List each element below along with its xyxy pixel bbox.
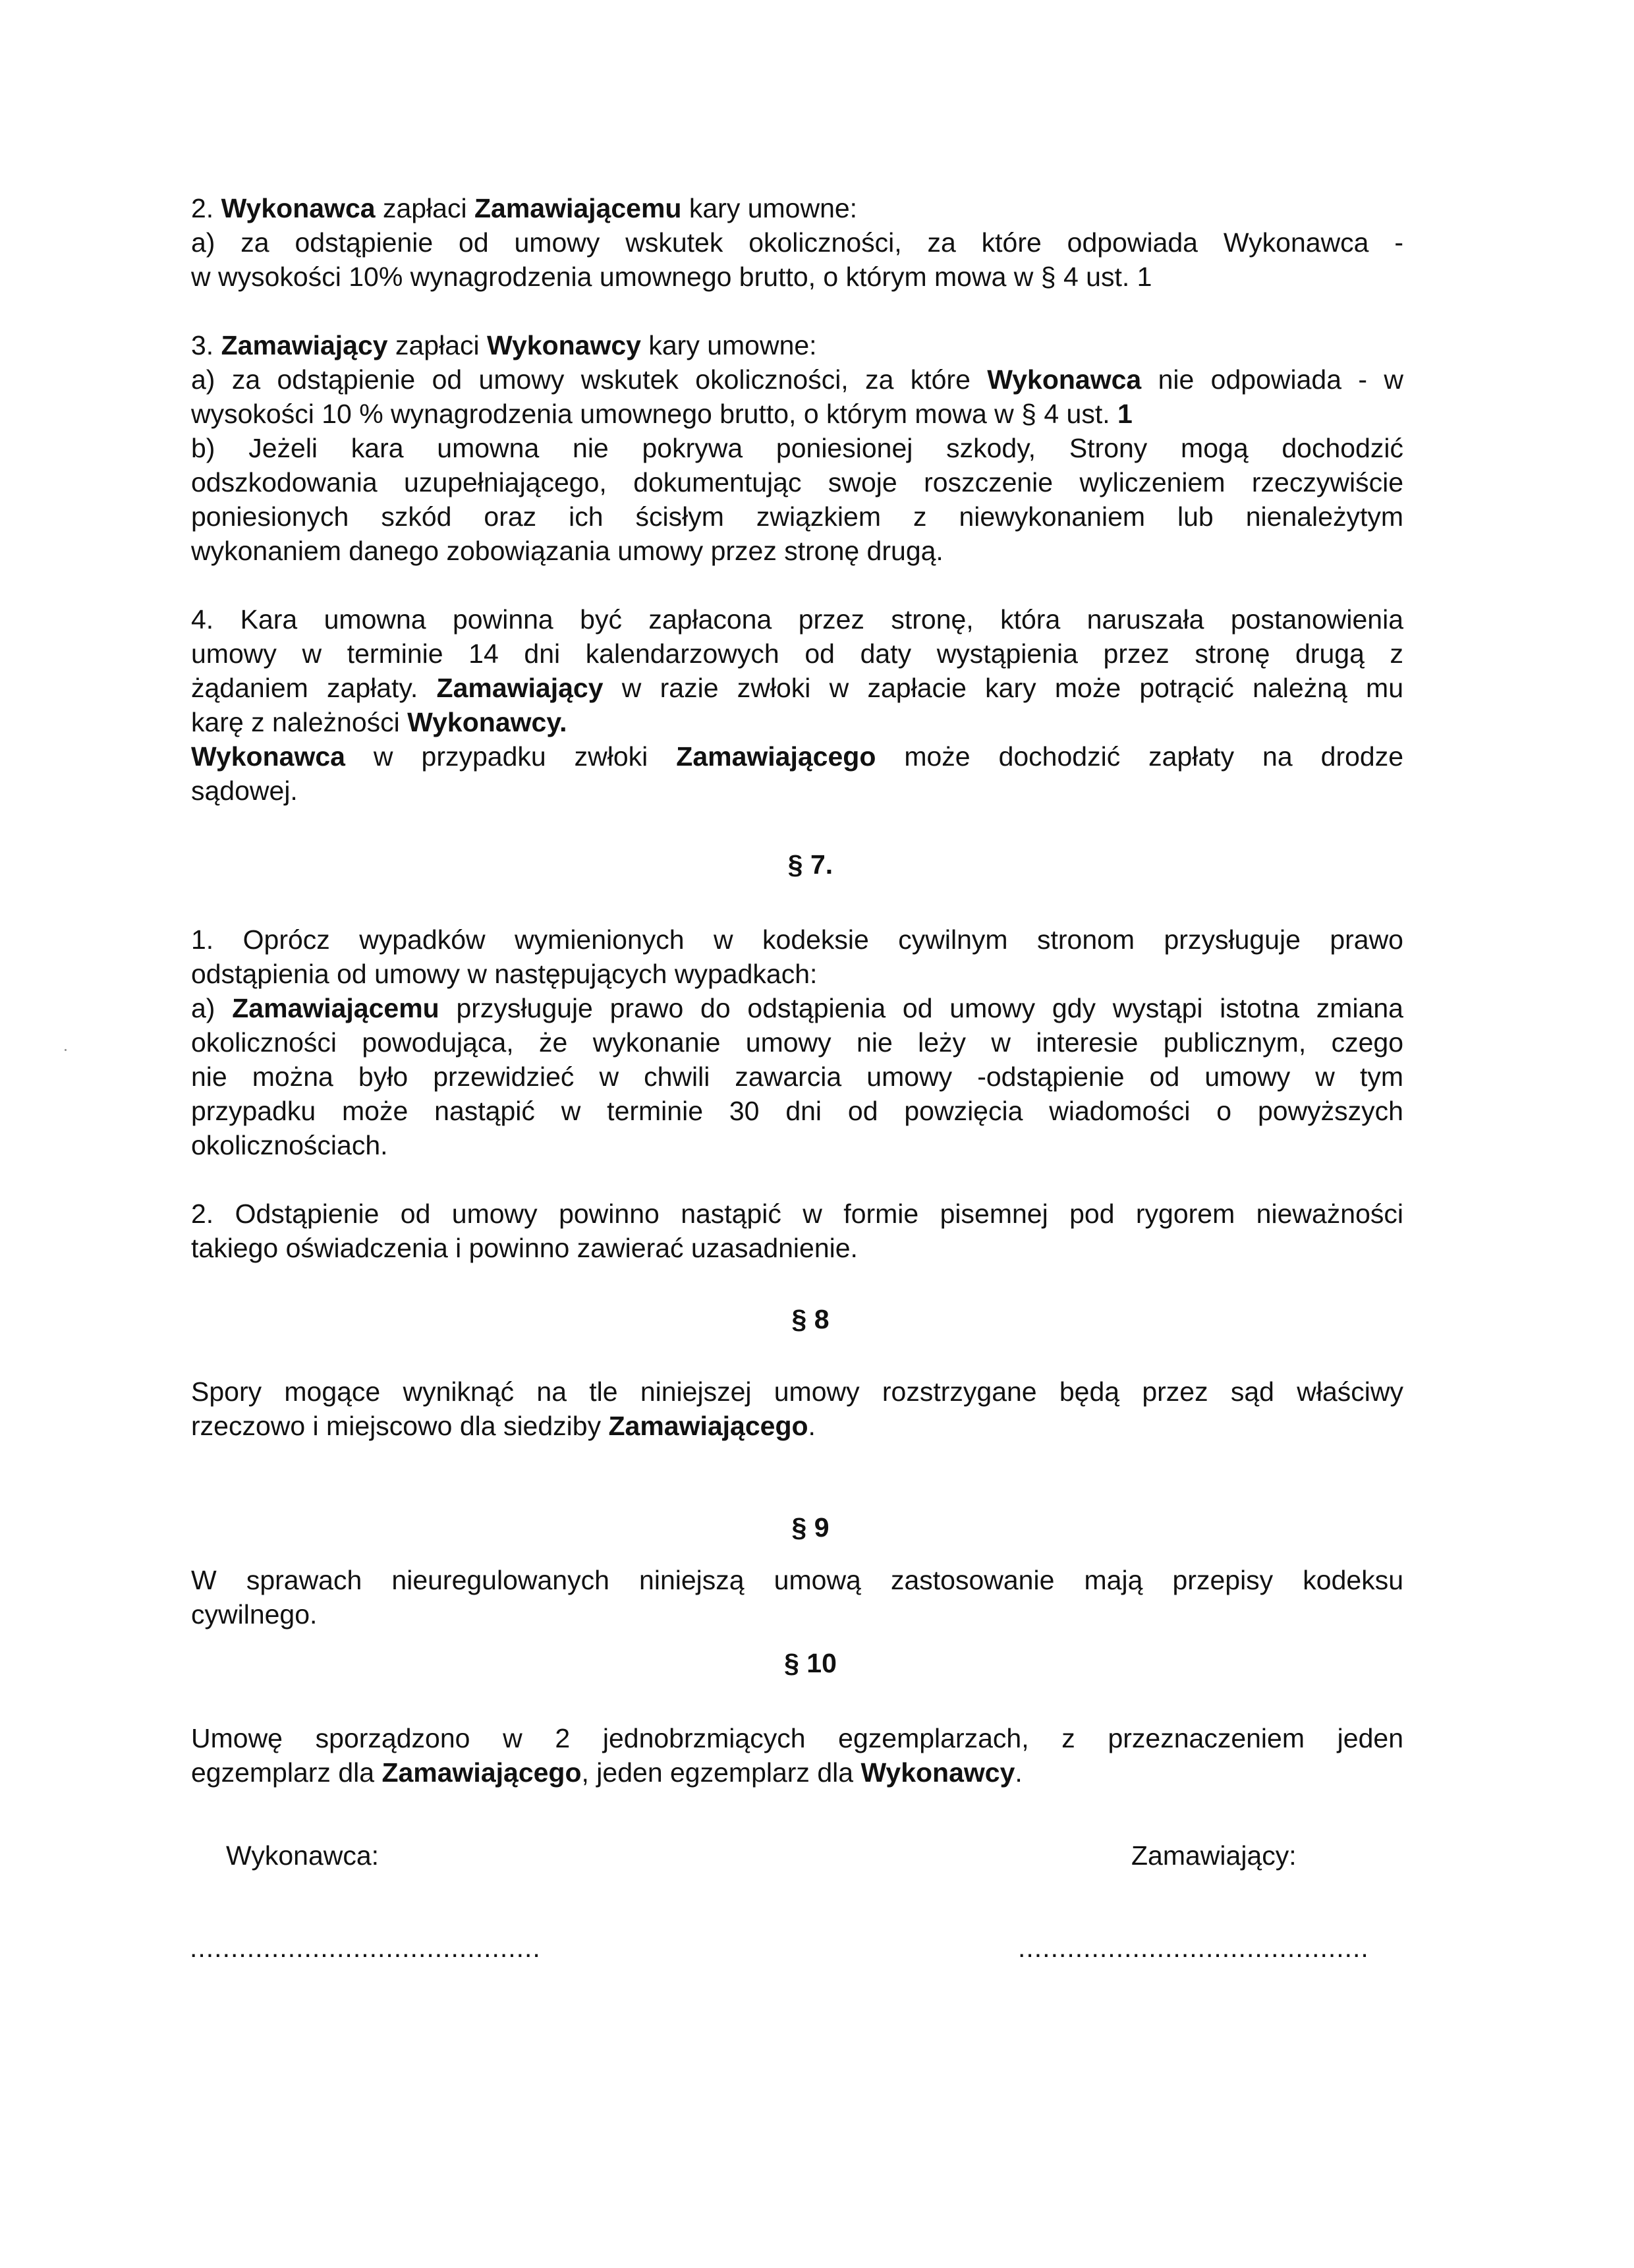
text-line [191,1231,1403,1265]
text-line [191,1755,1403,1790]
text-run: cywilnego. [191,1599,318,1630]
text-run: sądowej. [191,776,298,806]
bold-term: Zamawiającemu [232,993,439,1023]
section-10-paragraph [191,1721,1403,1790]
text-run: 1. Oprócz wypadków wymienionych w kodeksie cywilnym stronom przysługuje prawo [191,924,1403,955]
text-line [191,465,1403,499]
text-line [191,1060,1403,1094]
text-run: 2. [191,193,221,223]
text-run: nie można było przewidzieć w chwili zawarcia umowy -odstąpienie od umowy w tym [191,1062,1403,1092]
bold-term: Wykonawcy. [407,707,567,737]
text-line [191,1563,1403,1597]
bold-term: Wykonawca [221,193,376,223]
text-run: a) za odstąpienie od umowy wskutek okoliczności, za które [191,364,988,395]
text-run: a) za odstąpienie od umowy wskutek okoliczności, za które odpowiada Wykonawca - [191,227,1403,258]
client-signature-line: ........................................... [1018,1933,1369,1963]
text-line [191,922,1403,957]
text-run: takiego oświadczenia i powinno zawierać uzasadnienie. [191,1233,858,1263]
text-run: 4. Kara umowna powinna być zapłacona przez stronę, która naruszała postanowienia [191,604,1403,635]
bold-term: Wykonawca [987,364,1142,395]
bold-term: Zamawiający [221,330,388,360]
bold-term: Zamawiającemu [474,193,682,223]
text-run: odszkodowania uzupełniającego, dokumentując swoje roszczenie wyliczeniem rzeczywiście [191,467,1403,497]
text-run: odstąpienia od umowy w następujących wypadkach: [191,959,818,989]
text-line [191,1128,1403,1162]
text-run: okoliczności powodująca, że wykonanie umowy nie leży w interesie publicznym, czego [191,1027,1403,1058]
text-run: b) Jeżeli kara umowna nie pokrywa poniesionej szkody, Strony mogą dochodzić [191,433,1403,463]
text-run: może dochodzić zapłaty na drodze [876,741,1404,772]
bold-term: Wykonawcy [487,330,641,360]
text-line [191,1375,1403,1409]
contractor-signature-line: ........................................... [190,1933,541,1963]
text-run: przypadku może nastąpić w terminie 30 dni od powzięcia wiadomości o powyższych [191,1096,1403,1126]
text-run: W sprawach nieuregulowanych niniejszą umową zastosowanie mają przepisy kodeksu [191,1565,1403,1595]
section-9-heading: § 9 [791,1512,830,1543]
paragraph-2 [191,191,1403,294]
text-line [191,499,1403,534]
text-line [191,191,1403,225]
text-run: wysokości 10 % wynagrodzenia umownego brutto, o którym mowa w § 4 ust. [191,399,1118,429]
text-run: zapłaci [375,193,474,223]
text-line [191,671,1403,705]
text-run: 2. Odstąpienie od umowy powinno nastąpić w formie pisemnej pod rygorem nieważności [191,1199,1403,1229]
section-10-heading: § 10 [784,1648,837,1678]
scan-speck [65,1049,67,1051]
text-run: okolicznościach. [191,1130,388,1160]
text-line [191,225,1403,260]
text-run: a) [191,993,233,1023]
text-run: poniesionych szkód oraz ich ścisłym związkiem z niewykonaniem lub nienależytym [191,501,1403,532]
text-run: . [808,1411,816,1441]
bold-term: Zamawiający [436,673,604,703]
section-7-paragraph-1 [191,922,1403,1162]
text-run: rzeczowo i miejscowo dla siedziby [191,1411,609,1441]
text-line [191,957,1403,991]
text-line [191,362,1403,397]
section-7-heading: § 7. [787,849,833,880]
section-9-paragraph [191,1563,1403,1631]
text-run: Umowę sporządzono w 2 jednobrzmiących egzemplarzach, z przeznaczeniem jeden [191,1723,1403,1753]
contract-text [191,191,1403,1790]
text-run: w przypadku zwłoki [345,741,677,772]
bold-term: Zamawiającego [676,741,876,772]
bold-term: Zamawiającego [608,1411,808,1441]
text-line [191,534,1403,568]
text-line [191,431,1403,465]
text-line [191,705,1403,739]
paragraph-4 [191,602,1403,808]
bold-term: Zamawiającego [381,1757,582,1788]
text-run: żądaniem zapłaty. [191,673,437,703]
text-run: w razie zwłoki w zapłacie kary może potrącić należną mu [603,673,1403,703]
text-run: , jeden egzemplarz dla [581,1757,861,1788]
section-8-heading: § 8 [791,1304,830,1334]
text-line [191,991,1403,1025]
text-line [191,1409,1403,1443]
text-run: 3. [191,330,221,360]
client-signature-label: Zamawiający: [1131,1840,1297,1871]
bold-term: Wykonawca [191,741,345,772]
section-8-paragraph [191,1375,1403,1443]
text-line [191,1094,1403,1128]
text-line [191,397,1403,431]
text-run: . [1015,1757,1023,1788]
text-line [191,602,1403,637]
section-7-paragraph-2 [191,1197,1403,1265]
text-line [191,1721,1403,1755]
bold-term: 1 [1117,399,1133,429]
bold-term: Wykonawcy [860,1757,1015,1788]
text-run: zapłaci [387,330,488,360]
text-run: karę z należności [191,707,408,737]
contractor-signature-label: Wykonawca: [226,1840,380,1871]
text-run: umowy w terminie 14 dni kalendarzowych od daty wystąpienia przez stronę drugą z [191,638,1403,669]
text-run: przysługuje prawo do odstąpienia od umowy gdy wystąpi istotna zmiana [439,993,1403,1023]
text-run: wykonaniem danego zobowiązania umowy przez stronę drugą. [191,536,944,566]
text-run: kary umowne: [681,193,858,223]
text-run: nie odpowiada - w [1141,364,1404,395]
text-run: egzemplarz dla [191,1757,382,1788]
text-line [191,1025,1403,1060]
text-run: kary umowne: [640,330,817,360]
text-line [191,637,1403,671]
text-line [191,260,1403,294]
text-line [191,1597,1403,1631]
text-line [191,739,1403,774]
text-run: Spory mogące wyniknąć na tle niniejszej umowy rozstrzygane będą przez sąd właściwy [191,1376,1403,1407]
paragraph-3 [191,328,1403,568]
text-line [191,774,1403,808]
text-line [191,328,1403,362]
text-line [191,1197,1403,1231]
text-run: w wysokości 10% wynagrodzenia umownego brutto, o którym mowa w § 4 ust. 1 [191,262,1152,292]
